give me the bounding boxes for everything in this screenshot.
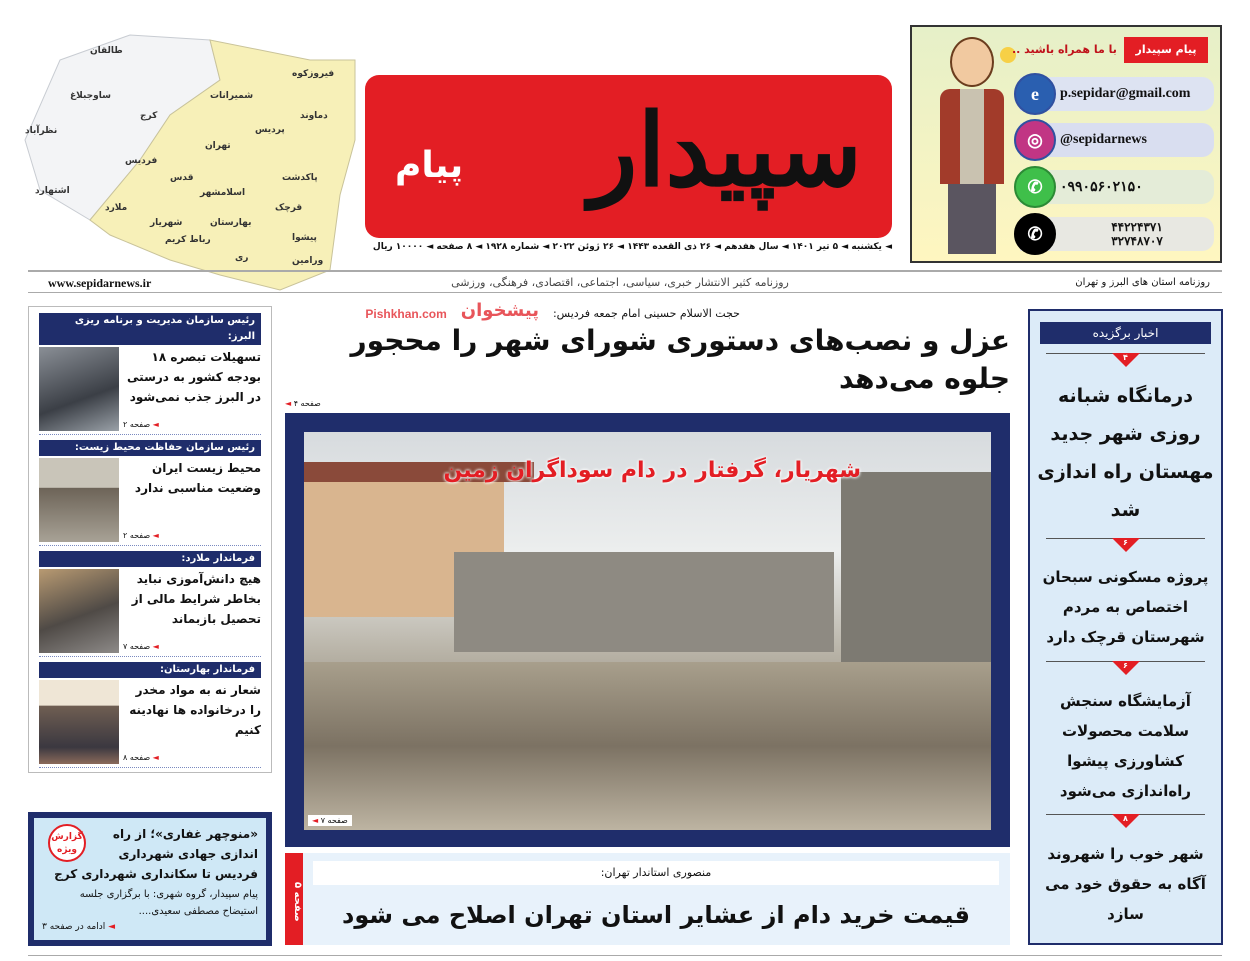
whatsapp-icon: ✆ xyxy=(1014,166,1056,208)
left-stories xyxy=(28,306,272,773)
bottom-divider xyxy=(28,955,1222,956)
story-kicker: رئیس سازمان مدیریت و برنامه ریزی البرز: xyxy=(39,313,261,345)
brick-wall xyxy=(454,552,834,652)
logo-main: سپیدار xyxy=(589,91,862,209)
instagram-icon: ◎ xyxy=(1014,119,1056,161)
photo-page: ◄ صفحه ۷ xyxy=(308,815,352,826)
main-photo xyxy=(304,432,991,830)
map-label: شمیرانات xyxy=(210,91,254,101)
special-body: پیام سپیدار، گروه شهری: با برگزاری جلسه استیضاح مصطفی سعیدی.... xyxy=(79,889,258,917)
bottom-story xyxy=(285,853,1010,945)
dateline: ◄ یکشنبه ◄ ۵ تیر ۱۴۰۱ ◄ سال هفدهم ◄ ۲۶ ذی القعده ۱۴۴۳ ◄ ۲۶ ژوئن ۲۰۲۲ ◄ شماره ۱۹۲۸ ◄ ۸ صفحه ◄ ۱۰۰۰۰ ریال xyxy=(372,242,892,252)
story-photo xyxy=(39,680,119,764)
page-marker xyxy=(1046,538,1205,554)
divider xyxy=(28,270,1222,272)
page-marker xyxy=(1046,661,1205,677)
left-column xyxy=(28,306,272,946)
featured-story[interactable]: آزمایشگاه سنجش سلامت محصولات کشاورزی پیشوا راه‌اندازی می‌شود xyxy=(1059,691,1192,800)
masthead-logo xyxy=(365,75,892,238)
email-text: p.sepidar@gmail.com xyxy=(1060,86,1191,101)
map-label: طالقان xyxy=(90,46,123,56)
left-story xyxy=(39,313,261,435)
cartoon-character xyxy=(932,37,1012,257)
bottom-kicker: منصوری استاندار تهران: xyxy=(313,861,999,885)
watermark-url: Pishkhan.com xyxy=(365,307,447,321)
page-number: ۶ xyxy=(1123,661,1128,670)
kicker-row xyxy=(285,300,1010,322)
map-label: بهارستان xyxy=(210,218,252,228)
map-label: پردیس xyxy=(255,125,285,135)
featured-story[interactable]: درمانگاه شبانه روزی شهر جدید مهستان راه اندازی شد xyxy=(1037,385,1214,522)
whatsapp-text: ۰۹۹۰۵۶۰۲۱۵۰ xyxy=(1060,179,1143,195)
page-marker xyxy=(1046,353,1205,369)
region-text: روزنامه استان های البرز و تهران xyxy=(1075,277,1210,288)
page-number: ۶ xyxy=(1123,537,1128,547)
page-number: ۴ xyxy=(1123,352,1128,362)
brick-wall xyxy=(841,472,991,672)
page-number: ۸ xyxy=(1123,814,1128,824)
main-photo-frame xyxy=(285,413,1010,847)
story-title[interactable]: محیط زیست ایران وضعیت مناسبی ندارد xyxy=(134,461,261,495)
contact-logo: پیام سپیدار xyxy=(1124,37,1208,63)
story-page: ◄ صفحه ۲ xyxy=(123,530,261,542)
page-marker xyxy=(1046,814,1205,830)
map-label: شهریار xyxy=(150,218,183,228)
map-label: ساوجبلاغ xyxy=(70,91,111,101)
map-label: فیروزکوه xyxy=(292,69,335,79)
phone-icon: ✆ xyxy=(1014,213,1056,255)
story-kicker: فرماندار بهارستان: xyxy=(39,662,261,678)
map-label: اسلامشهر xyxy=(200,188,246,198)
phone-row[interactable] xyxy=(1020,217,1214,251)
map-label: تهران xyxy=(205,141,231,151)
contact-slogan: با ما همراه باشید .. xyxy=(1012,43,1117,56)
photo-title: شهریار، گرفتار در دام سوداگران زمین xyxy=(443,458,861,483)
special-report xyxy=(28,812,272,946)
featured-news xyxy=(1028,309,1223,945)
main-column xyxy=(285,300,1010,945)
left-story xyxy=(39,440,261,546)
map-label: فردیس xyxy=(125,156,158,166)
map-label: دماوند xyxy=(300,111,328,121)
story-page: ◄ صفحه ۷ xyxy=(123,641,261,653)
map-shape xyxy=(20,20,360,295)
special-continue: ◄ ادامه در صفحه ۳ xyxy=(42,920,258,934)
story-title[interactable]: تسهیلات تبصره ۱۸ بودجه کشور به درستی در البرز جذب نمی‌شود xyxy=(127,350,261,404)
main-kicker: حجت الاسلام حسینی امام جمعه فردیس: xyxy=(552,307,740,320)
browser-icon: e xyxy=(1014,73,1056,115)
left-story xyxy=(39,662,261,768)
map-label: نظرآباد xyxy=(25,126,58,136)
story-photo xyxy=(39,569,119,653)
map-label: قدس xyxy=(170,173,194,183)
special-title[interactable]: «منوچهر غفاری»؛ از راه اندازی جهادی شهرداری فردیس تا سکانداری شهرداری کرج xyxy=(54,827,258,881)
featured-story[interactable]: پروژه مسکونی سبحان اختصاص به مردم شهرستان قرچک دارد xyxy=(1042,568,1209,647)
website-link[interactable]: www.sepidarnews.ir xyxy=(48,276,152,290)
map-label: رباط کریم xyxy=(165,235,211,245)
special-badge: گزارش ویژه xyxy=(48,824,86,862)
map-label: اشتهارد xyxy=(35,186,70,196)
whatsapp-row[interactable] xyxy=(1020,170,1214,204)
map-label: پاکدشت xyxy=(282,173,318,183)
instagram-text: @sepidarnews xyxy=(1060,132,1147,147)
logo-prefix: پیام xyxy=(395,145,464,186)
instagram-row[interactable] xyxy=(1020,123,1214,157)
phone-2: ۳۲۷۴۸۷۰۷ xyxy=(1111,234,1163,248)
featured-title: اخبار برگزیده xyxy=(1040,322,1211,344)
tagline: روزنامه کثیر الانتشار خبری، سیاسی، اجتماعی، اقتصادی، فرهنگی، ورزشی xyxy=(451,276,789,289)
story-page: ◄ صفحه ۸ xyxy=(123,752,261,764)
rubble xyxy=(304,662,991,830)
page-tab: صفحه ۵ xyxy=(285,853,303,945)
story-title[interactable]: شعار نه به مواد مخدر را درخانواده ها نهادینه کنیم xyxy=(129,683,261,737)
watermark: پیشخوان xyxy=(460,300,539,321)
map-label: ورامین xyxy=(292,256,324,266)
left-story xyxy=(39,551,261,657)
map-label: ری xyxy=(235,253,249,263)
story-page: ◄ صفحه ۲ xyxy=(123,419,261,431)
story-photo xyxy=(39,347,119,431)
phone-1: ۴۴۲۲۴۳۷۱ xyxy=(1111,220,1163,234)
map-label: قرچک xyxy=(275,203,303,213)
featured-story[interactable]: شهر خوب را شهروند آگاه به حقوق خود می سازد xyxy=(1045,844,1206,923)
divider xyxy=(28,292,1222,293)
headline-page: ◄ صفحه ۴ xyxy=(285,398,1010,410)
email-row[interactable] xyxy=(1020,77,1214,111)
map-label: ملارد xyxy=(105,203,128,213)
story-kicker: رئیس سازمان حفاظت محیط زیست: xyxy=(39,440,261,456)
main-headline[interactable]: عزل و نصب‌های دستوری شورای شهر را محجور جلوه می‌دهد xyxy=(350,324,1010,395)
map-label: پیشوا xyxy=(292,233,317,243)
province-map xyxy=(20,20,360,295)
contact-box xyxy=(910,25,1222,263)
story-kicker: فرماندار ملارد: xyxy=(39,551,261,567)
map-label: کرج xyxy=(140,111,158,121)
story-photo xyxy=(39,458,119,542)
bottom-headline[interactable]: قیمت خرید دام از عشایر استان تهران اصلاح می شود xyxy=(342,901,970,929)
story-title[interactable]: هیچ دانش‌آموزی نباید بخاطر شرایط مالی از تحصیل بازبماند xyxy=(131,572,261,626)
